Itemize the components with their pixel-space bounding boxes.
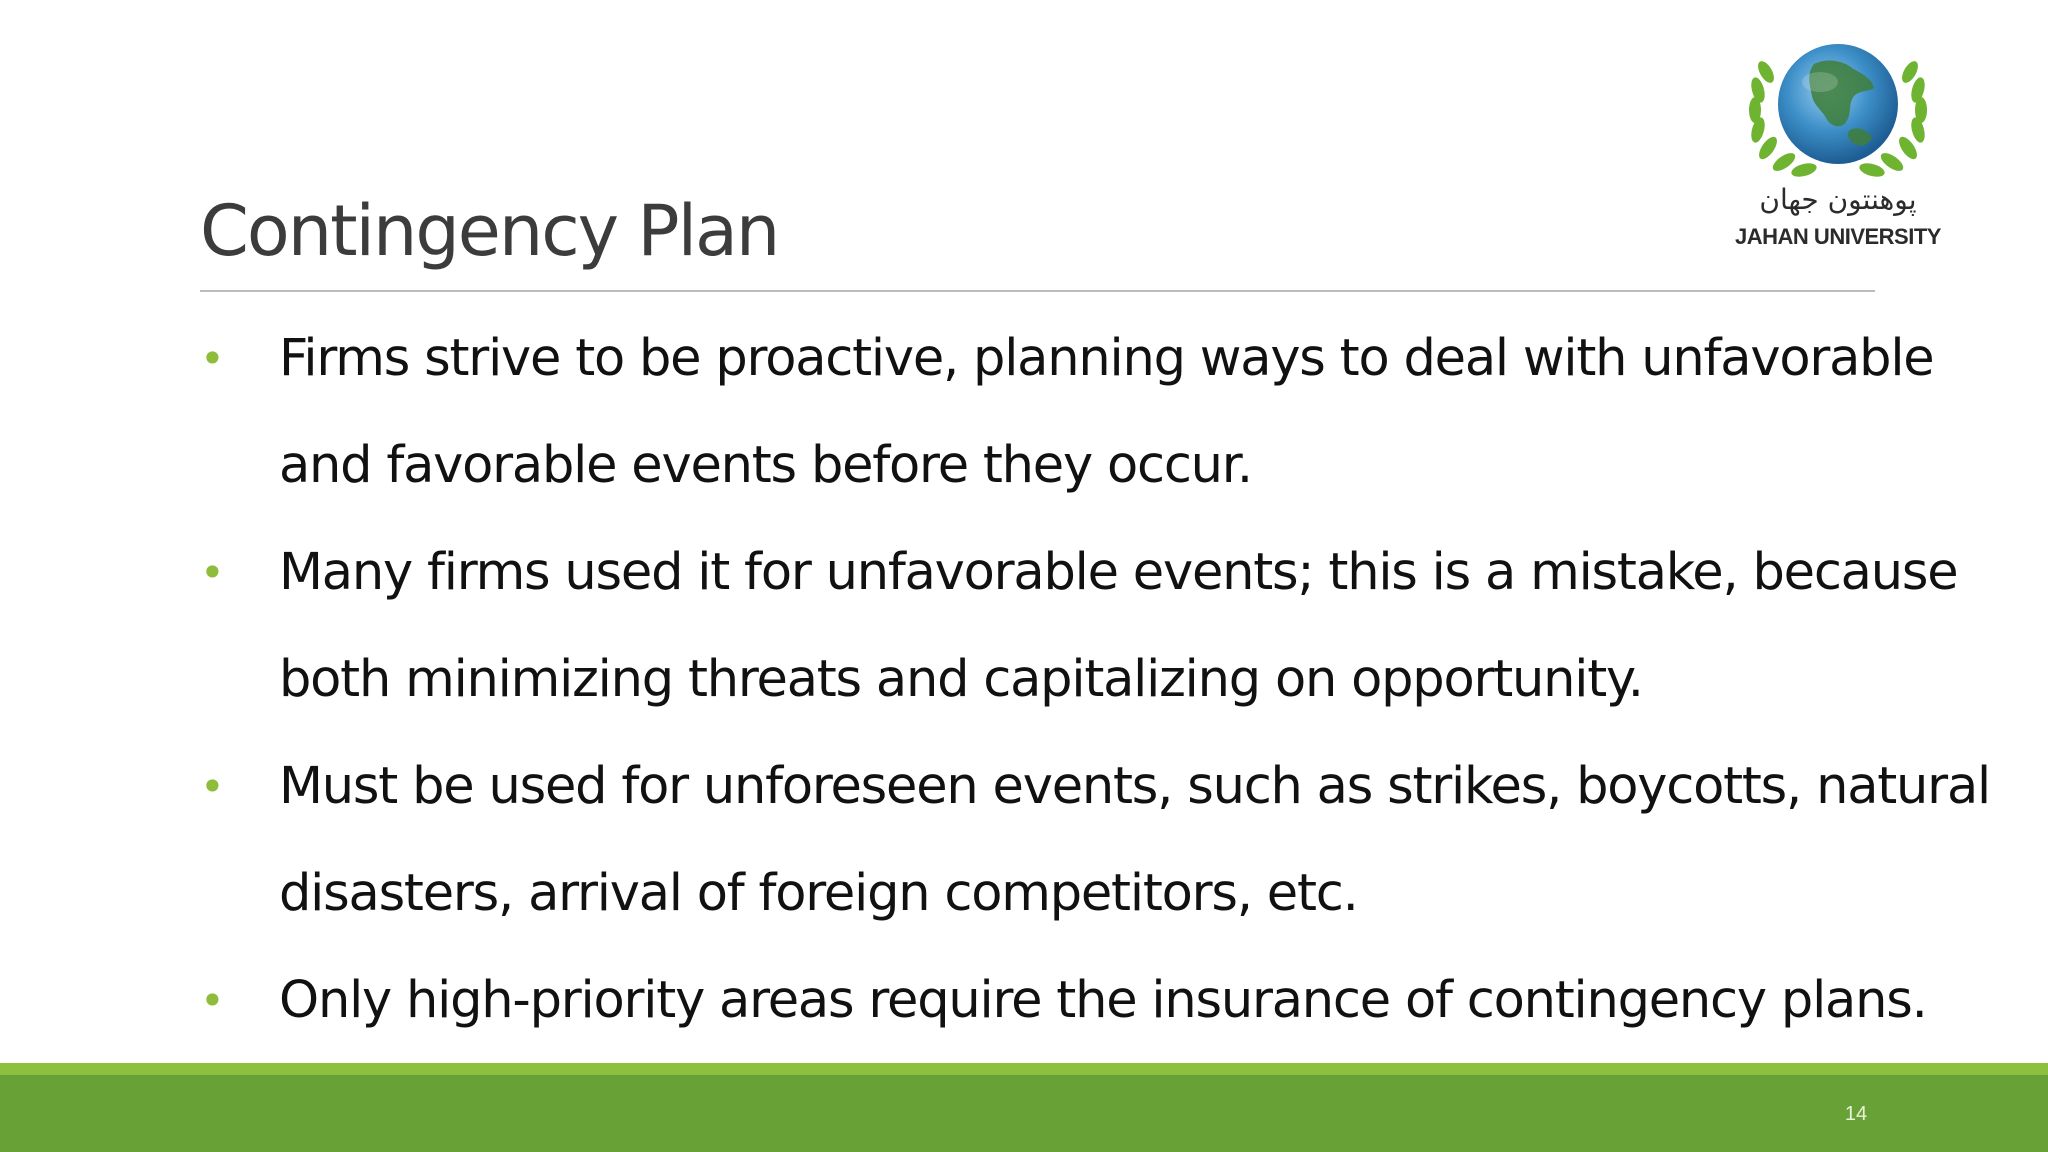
bullet-icon: • [200, 334, 224, 383]
bullet-item [200, 947, 2040, 1054]
bullet-icon: • [200, 976, 224, 1025]
globe-laurel-icon [1722, 34, 1954, 194]
bullet-item [200, 733, 2040, 947]
bullet-icon: • [200, 762, 224, 811]
bullet-text: Only high-priority areas require the insurance of contingency plans. [279, 971, 1927, 1030]
slide-title: Contingency Plan [200, 190, 779, 272]
footer-bar [0, 1075, 2048, 1152]
bullet-text: Firms strive to be proactive, planning ways to deal with unfavorable and favorable events before they occur. [279, 329, 1934, 495]
logo-local-name: پوهنتون جهان [1759, 183, 1917, 216]
bullet-icon: • [200, 548, 224, 597]
bullet-text: Must be used for unforeseen events, such as strikes, boycotts, natural disasters, arrival of foreign competitors, etc. [279, 757, 1990, 923]
page-number: 14 [1844, 1103, 1868, 1125]
footer-accent-bar [0, 1063, 2048, 1075]
bullet-list [200, 305, 2040, 1054]
bullet-item [200, 305, 2040, 519]
title-divider [200, 290, 1875, 292]
logo-english-name: JAHAN UNIVERSITY [1735, 224, 1941, 249]
bullet-text: Many firms used it for unfavorable events; this is a mistake, because both minimizing threats and capitalizing on opportunity. [279, 543, 1958, 709]
bullet-item [200, 519, 2040, 733]
